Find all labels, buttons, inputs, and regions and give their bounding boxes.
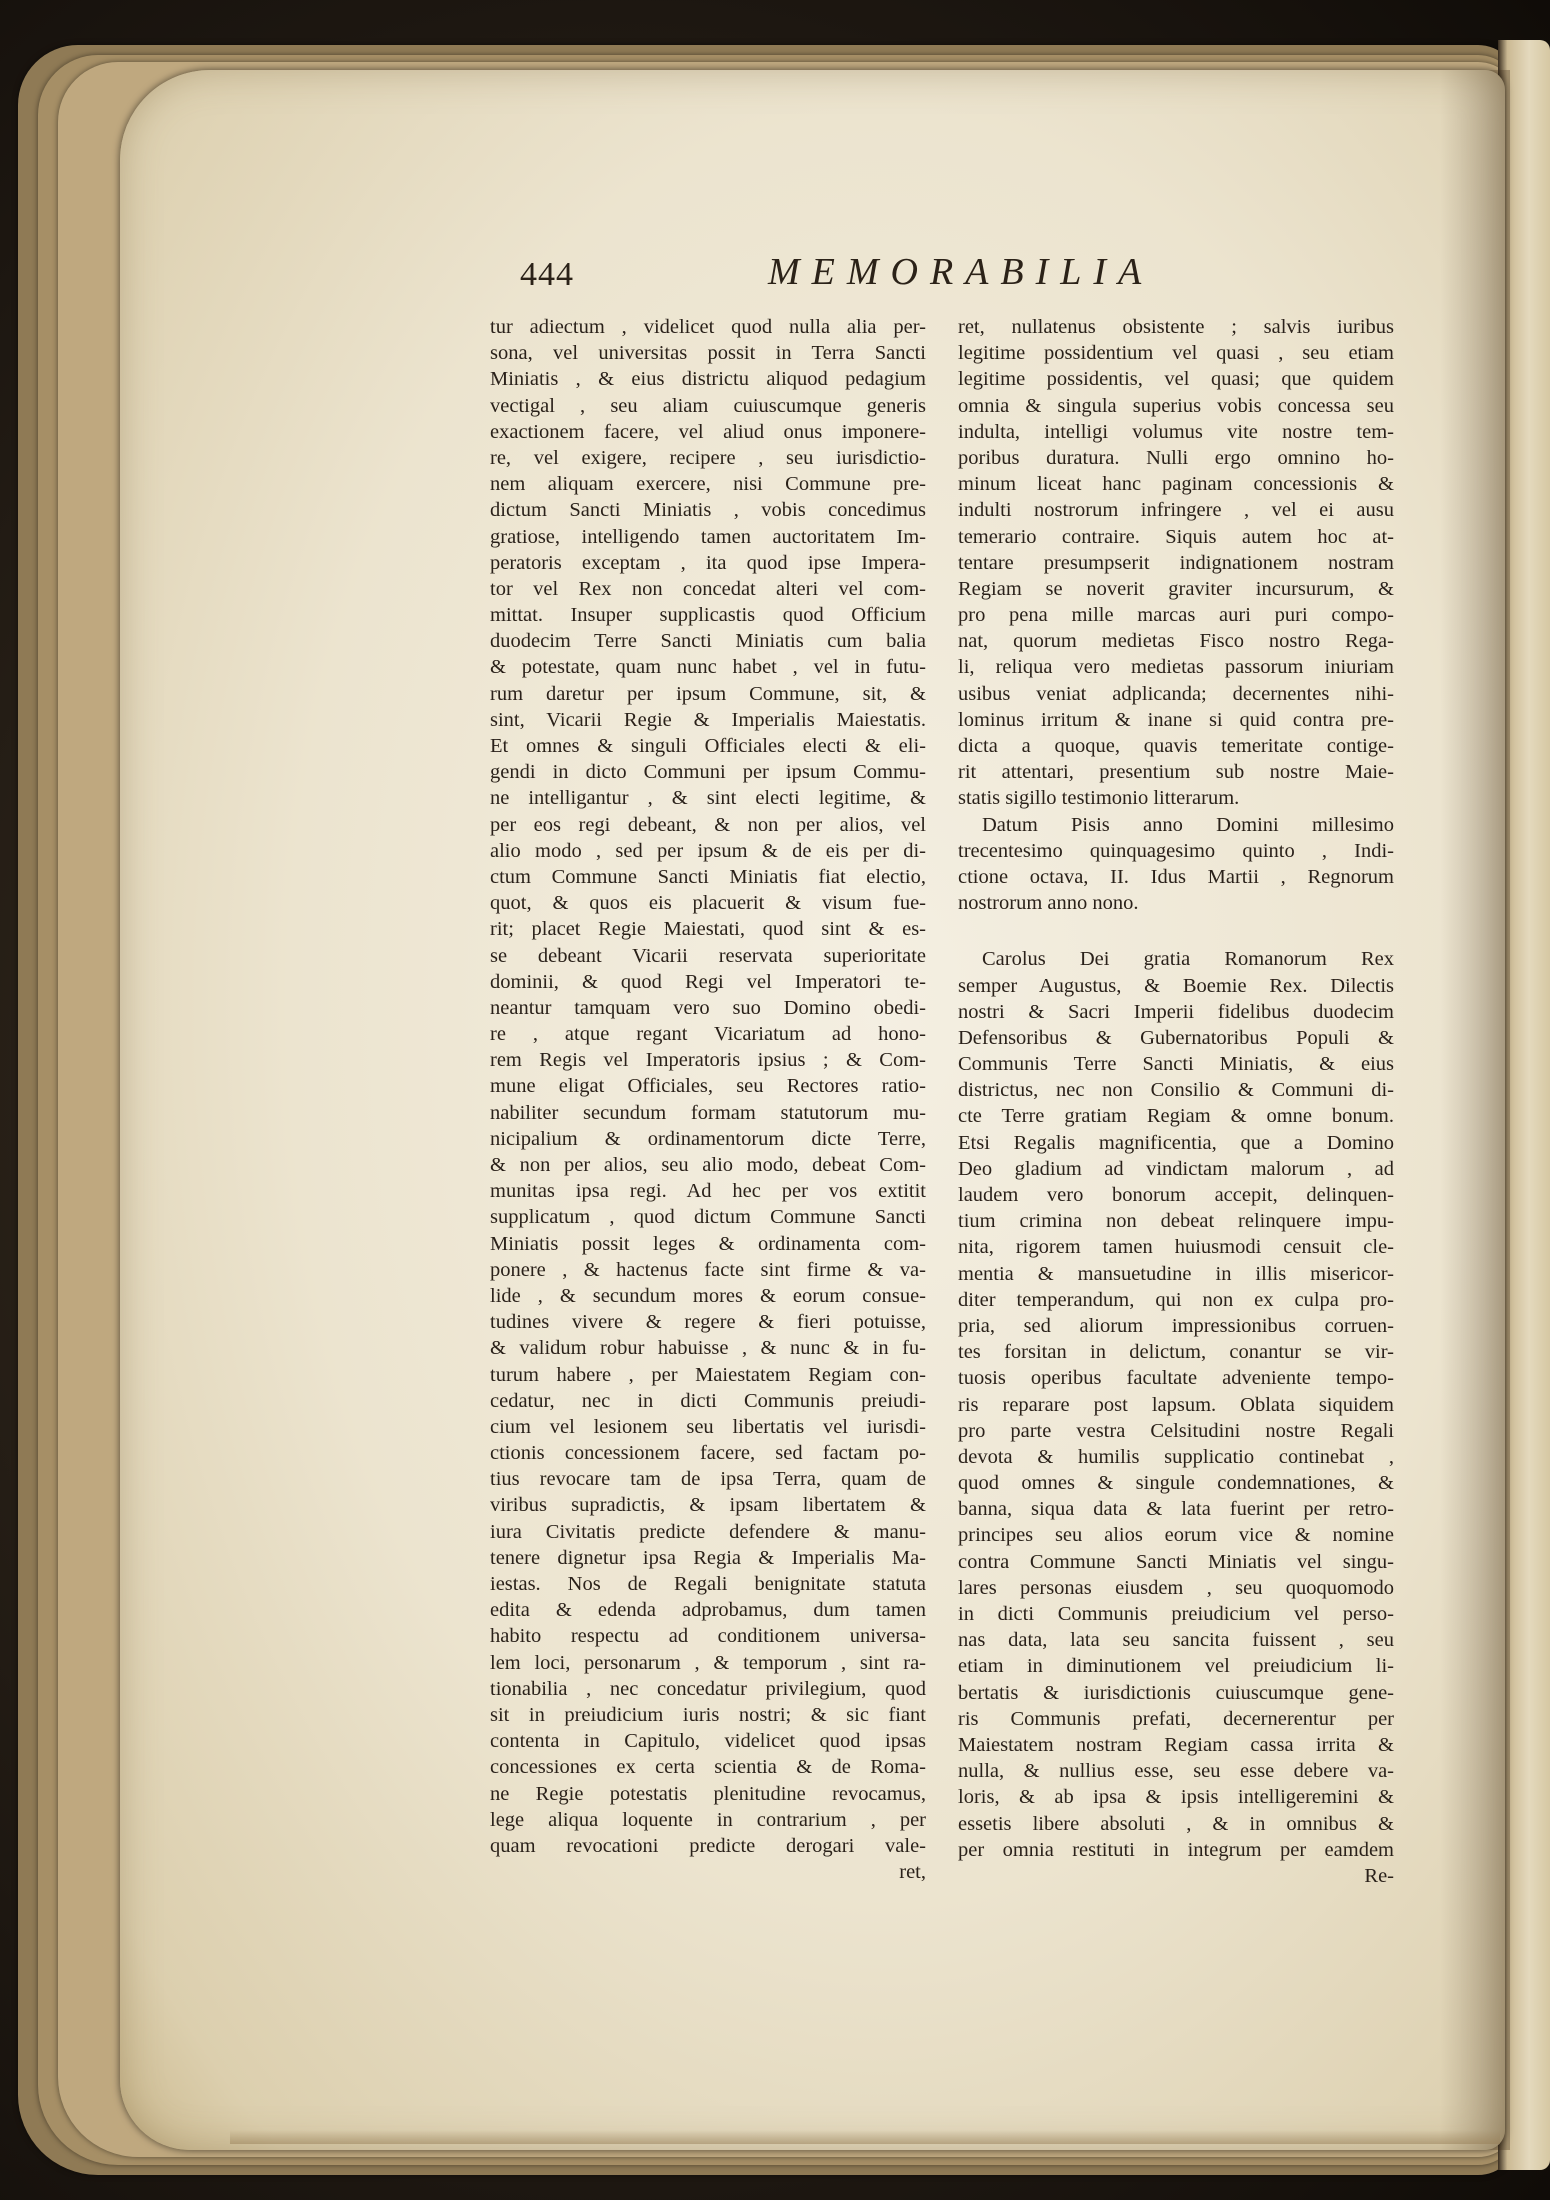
text-line: trecentesimo quinquagesimo quinto , Indi- [958,839,1394,862]
text-line: Maiestatem nostram Regiam cassa irrita & [958,1733,1394,1756]
text-line: pria, sed aliorum impressionibus corruen- [958,1314,1394,1337]
text-line: in dicti Communis preiudicium vel perso- [958,1603,1394,1625]
text-line: dictum Sancti Miniatis , vobis concedimus [490,499,926,522]
page-number: 444 [520,256,574,293]
text-line: laudem vero bonorum accepit, delinquen- [958,1184,1394,1206]
text-line: tudines vivere & regere & fieri potuisse, [490,1311,926,1334]
text-line: ret, nullatenus obsistente ; salvis iuribus [958,316,1394,338]
text-line: rit; placet Regie Maiestati, quod sint & es- [490,918,926,941]
text-line: Etsi Regalis magnificentia, que a Domino [958,1131,1394,1154]
text-line: nabiliter secundum formam statutorum mu- [490,1101,926,1124]
text-line: essetis libere absoluti , & in omnibus & [958,1812,1394,1835]
text-line: edita & edenda adprobamus, dum tamen [490,1599,926,1622]
text-line: devota & humilis supplicatio continebat , [958,1445,1394,1468]
text-line: statis sigillo testimonio litterarum. [958,787,1240,810]
text-line: Et omnes & singuli Officiales electi & eli- [490,735,926,757]
text-line: alio modo , sed per ipsum & de eis per di- [490,839,926,862]
text-line: tor vel Rex non concedat alteri vel com- [490,577,926,600]
text-line: & non per alios, seu alio modo, debeat Com- [490,1154,926,1176]
text-line: pro pena mille marcas auri puri compo- [958,604,1394,627]
text-line: tentare presumpserit indignationem nostram [958,551,1394,574]
text-line: dicta a quoque, quavis temeritate contige- [958,735,1394,757]
text-line: contra Commune Sancti Miniatis vel singu- [958,1550,1394,1573]
text-line: cte Terre gratiam Regiam & omne bonum. [958,1105,1394,1128]
text-line: se debeant Vicarii reservata superioritate [490,944,926,967]
text-line: ne Regie potestatis plenitudine revocamus, [490,1782,926,1805]
text-line: lominus irritum & inane si quid contra pre- [958,708,1394,731]
text-line: tuosis operibus facultate adveniente tempo- [958,1367,1394,1390]
text-line: principes seu alios eorum vice & nomine [958,1524,1394,1547]
text-line: mittat. Insuper supplicastis quod Officium [490,604,926,627]
text-line: tius revocare tam de ipsa Terra, quam de [490,1468,926,1491]
text-line: ris reparare post lapsum. Oblata siquidem [958,1393,1394,1416]
text-line: mune eligat Officiales, seu Rectores ratio- [490,1075,926,1098]
text-line: quam revocationi predicte derogari vale- [490,1834,926,1857]
text-line: munitas ipsa regi. Ad hec per vos extitit [490,1180,926,1203]
text-line: Regiam se noverit graviter incursurum, & [958,577,1394,600]
text-line: ris Communis prefati, decernerentur per [958,1707,1394,1730]
text-line: duodecim Terre Sancti Miniatis cum balia [490,630,926,653]
text-line: nostrorum anno nono. [958,892,1139,915]
text-line: iestas. Nos de Regali benignitate statuta [490,1573,926,1595]
text-line: nem aliquam exercere, nisi Commune pre- [490,473,926,496]
text-line: ret, [899,1861,926,1884]
text-line: ponere , & hactenus facte sint firme & va- [490,1258,926,1281]
page-header [520,250,1240,310]
text-line: temerario contraire. Siquis autem hoc at- [958,525,1394,548]
text-line: li, reliqua vero medietas passorum iniuriam [958,656,1394,679]
text-line: sona, vel universitas possit in Terra Sancti [490,342,926,365]
text-line: sit in preiudicium iuris nostri; & sic fiant [490,1703,926,1726]
text-line: sint, Vicarii Regie & Imperialis Maiestatis. [490,708,926,731]
text-line: quot, & quos eis placuerit & visum fue- [490,892,926,915]
text-line: tes forsitan in delictum, conantur se vir- [958,1341,1394,1364]
text-column-right [958,314,1394,1889]
text-line: Defensoribus & Gubernatoribus Populi & [958,1026,1394,1049]
text-line: pro parte vestra Celsitudini nostre Regali [958,1419,1394,1442]
text-line: rem Regis vel Imperatoris ipsius ; & Com- [490,1049,926,1072]
text-line: nicipalium & ordinamentorum dicte Terre, [490,1127,926,1150]
text-line: ctum Commune Sancti Miniatis fiat electio, [490,865,926,888]
text-line: legitime possidentium vel quasi , seu etiam [958,342,1394,365]
text-line: etiam in diminutionem vel preiudicium li- [958,1655,1394,1678]
text-line: districtus, nec non Consilio & Communi di- [958,1079,1394,1102]
text-line: & validum robur habuisse , & nunc & in fu- [490,1337,926,1360]
gutter-shadow [1440,70,1510,2150]
text-line: indulta, intelligi volumus vite nostre tem- [958,420,1394,443]
paragraph-gap [958,916,1394,946]
page-bottom-shadow [230,2130,1500,2144]
text-line: rit attentari, presentium sub nostre Maie- [958,761,1394,784]
text-line: turum habere , per Maiestatem Regiam con- [490,1363,926,1386]
text-line: gratiose, intelligendo tamen auctoritatem Im- [490,525,926,548]
text-line: gendi in dicto Communi per ipsum Commu- [490,761,926,784]
text-line: ctione octava, II. Idus Martii , Regnorum [958,865,1394,888]
text-line: Miniatis , & eius districtu aliquod pedagium [490,368,926,391]
text-line: nat, quorum medietas Fisco nostro Rega- [958,630,1394,653]
text-line: habito respectu ad conditionem universa- [490,1625,926,1648]
text-line: nostri & Sacri Imperii fidelibus duodecim [958,1000,1394,1023]
text-column-left [490,314,926,1885]
text-line: loris, & ab ipsa & ipsis intelligeremini & [958,1786,1394,1809]
text-line: diter temperandum, qui non ex culpa pro- [958,1288,1394,1311]
text-line: exactionem facere, vel aliud onus imponere- [490,420,926,443]
text-line: minum liceat hanc paginam concessionis & [958,473,1394,496]
text-line: Miniatis possit leges & ordinamenta com- [490,1232,926,1255]
text-line: indulti nostrorum infringere , vel ei ausu [958,499,1394,522]
text-line: re, vel exigere, recipere , seu iurisdictio- [490,446,926,469]
text-line: supplicatum , quod dictum Commune Sancti [490,1206,926,1229]
text-line: banna, siqua data & lata fuerint per retro- [958,1498,1394,1521]
text-line: ne intelligantur , & sint electi legitime, & [490,787,926,810]
text-line: tenere dignetur ipsa Regia & Imperialis Ma- [490,1546,926,1569]
text-line: iura Civitatis predicte defendere & manu- [490,1520,926,1543]
text-line: lares personas eiusdem , seu quoquomodo [958,1576,1394,1599]
text-line: bertatis & iurisdictionis cuiuscumque gene- [958,1681,1394,1704]
text-line: concessiones ex certa scientia & de Roma- [490,1756,926,1779]
text-line: semper Augustus, & Boemie Rex. Dilectis [958,974,1394,997]
text-line: per omnia restituti in integrum per eamdem [958,1838,1394,1861]
text-line: mentia & mansuetudine in illis misericor- [958,1262,1394,1285]
text-line: per eos regi debeant, & non per alios, vel [490,813,926,836]
text-line: lege aliqua loquente in contrarium , per [490,1808,926,1831]
text-line: quod omnes & singule condemnationes, & [958,1472,1394,1495]
text-line: Deo gladium ad vindictam malorum , ad [958,1157,1394,1180]
text-line: Re- [1364,1864,1394,1887]
text-line: nas data, lata seu sancita fuissent , seu [958,1629,1394,1652]
running-title: MEMORABILIA [768,251,1154,293]
text-line: rum daretur per ipsum Commune, sit, & [490,682,926,705]
text-line: contenta in Capitulo, videlicet quod ipsas [490,1730,926,1753]
text-line: lem loci, personarum , & temporum , sint ra- [490,1651,926,1674]
text-line: vectigal , seu aliam cuiuscumque generis [490,394,926,417]
text-line: usibus veniat adplicanda; decernentes nihi- [958,682,1394,705]
text-line: cium vel lesionem seu libertatis vel iurisdi- [490,1415,926,1438]
text-line: legitime possidentis, vel quasi; que quidem [958,368,1394,391]
text-line: dominii, & quod Regi vel Imperatori te- [490,970,926,993]
text-line: cedatur, nec in dicti Communis preiudi- [490,1389,926,1412]
text-line: re , atque regant Vicariatum ad hono- [490,1023,926,1046]
text-line: nulla, & nullius esse, seu esse debere va- [958,1760,1394,1783]
text-line: poribus duratura. Nulli ergo omnino ho- [958,446,1394,469]
text-line: tionabilia , nec concedatur privilegium, quod [490,1677,926,1700]
text-line: Datum Pisis anno Domini millesimo [982,813,1394,836]
text-line: tur adiectum , videlicet quod nulla alia per- [490,316,926,338]
text-line: Communis Terre Sancti Miniatis, & eius [958,1053,1394,1076]
text-line: omnia & singula superius vobis concessa seu [958,394,1394,417]
text-line: ctionis concessionem facere, sed factam po- [490,1442,926,1465]
text-line: Carolus Dei gratia Romanorum Rex [982,948,1394,971]
text-line: & potestate, quam nunc habet , vel in futu- [490,656,926,679]
text-line: viribus supradictis, & ipsam libertatem & [490,1494,926,1517]
text-line: peratoris exceptam , ita quod ipse Impera- [490,551,926,574]
text-line: tium crimina non debeat relinquere impu- [958,1210,1394,1233]
text-line: lide , & secundum mores & eorum consue- [490,1284,926,1307]
text-line: nita, rigorem tamen huiusmodi censuit cle- [958,1236,1394,1259]
text-line: neantur tamquam vero suo Domino obedi- [490,996,926,1019]
